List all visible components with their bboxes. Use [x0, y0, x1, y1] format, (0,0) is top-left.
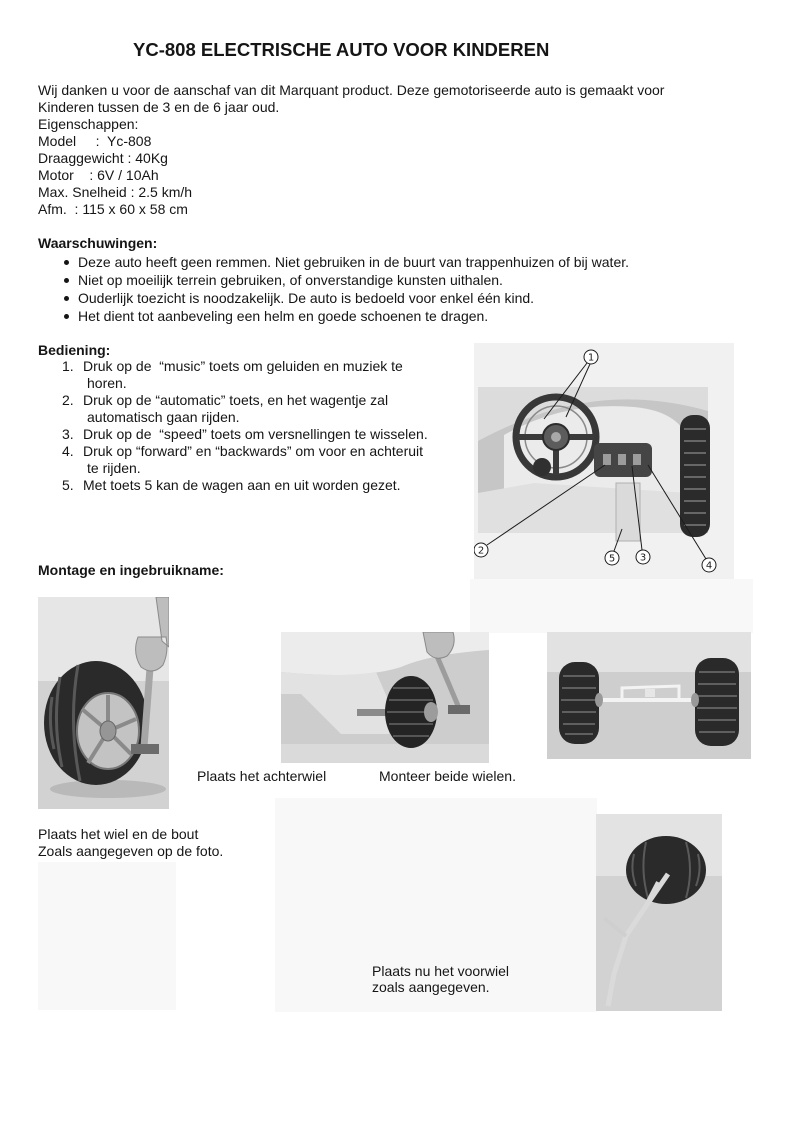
callout-4	[702, 558, 716, 572]
callout-3	[636, 550, 650, 564]
bullet-icon	[64, 296, 69, 301]
callout-5	[605, 551, 619, 565]
specs-heading: Eigenschappen:	[38, 116, 139, 132]
front-tire	[626, 836, 706, 904]
rear-wheel-photo	[281, 632, 489, 763]
operation-item-text: Druk op de “automatic” toets, en het wagentje zal	[83, 392, 389, 408]
list-number: 5.	[62, 477, 74, 493]
svg-text:2: 2	[477, 545, 485, 557]
scan-background	[470, 579, 753, 633]
bullet-icon	[64, 260, 69, 265]
svg-text:3: 3	[639, 552, 647, 564]
wheel-bolt-photo	[38, 597, 169, 809]
spec-speed: Max. Snelheid : 2.5 km/h	[38, 184, 193, 200]
caption-both-wheels: Monteer beide wielen.	[379, 768, 516, 784]
both-wheels-photo	[547, 632, 751, 759]
left-tire	[559, 662, 599, 744]
list-number: 1.	[62, 358, 74, 374]
dashboard-photo	[474, 343, 734, 579]
spec-model: Model : Yc-808	[38, 133, 152, 149]
svg-text:4: 4	[705, 560, 713, 572]
callout-2	[474, 543, 488, 557]
control-panel	[594, 443, 652, 477]
callout-1	[584, 350, 598, 364]
svg-text:5: 5	[608, 553, 616, 565]
warning-item: Het dient tot aanbeveling een helm en goede schoenen te dragen.	[78, 308, 489, 324]
warning-item: Deze auto heeft geen remmen. Niet gebruiken in de buurt van trappenhuizen of bij water.	[78, 254, 630, 270]
horn-knob	[533, 458, 551, 476]
list-number: 2.	[62, 392, 74, 408]
svg-text:1: 1	[587, 352, 595, 364]
assembly-heading: Montage en ingebruikname:	[38, 562, 224, 578]
warning-item: Ouderlijk toezicht is noodzakelijk. De auto is bedoeld voor enkel één kind.	[78, 290, 535, 306]
bullet-icon	[64, 314, 69, 319]
intro-line: Kinderen tussen de 3 en de 6 jaar oud.	[38, 99, 280, 115]
list-number: 4.	[62, 443, 74, 459]
right-tire	[695, 658, 739, 746]
page-title: YC-808 ELECTRISCHE AUTO VOOR KINDEREN	[133, 39, 550, 60]
scan-background	[38, 862, 176, 1010]
operation-item-text: horen.	[87, 375, 127, 391]
operation-item-text: automatisch gaan rijden.	[87, 409, 240, 425]
operation-heading: Bediening:	[38, 342, 111, 358]
operation-item-text: te rijden.	[87, 460, 141, 476]
caption-front-wheel: zoals aangegeven.	[372, 979, 490, 995]
warnings-heading: Waarschuwingen:	[38, 235, 158, 251]
front-wheel-photo	[596, 814, 722, 1011]
warning-item: Niet op moeilijk terrein gebruiken, of onverstandige kunsten uithalen.	[78, 272, 503, 288]
spec-dimensions: Afm. : 115 x 60 x 58 cm	[38, 201, 188, 217]
bullet-icon	[64, 278, 69, 283]
console-pillar	[616, 483, 640, 541]
spec-motor: Motor : 6V / 10Ah	[38, 167, 159, 183]
operation-item-text: Druk op de “music” toets om geluiden en muziek te	[83, 358, 403, 374]
spec-weight: Draaggewicht : 40Kg	[38, 150, 168, 166]
operation-item-text: Druk op de “speed” toets om versnellingen te wisselen.	[83, 426, 428, 442]
caption-wheel-bolt: Zoals aangegeven op de foto.	[38, 843, 224, 859]
front-tire	[680, 415, 710, 537]
list-number: 3.	[62, 426, 74, 442]
operation-item-text: Met toets 5 kan de wagen aan en uit worden gezet.	[83, 477, 401, 493]
caption-front-wheel: Plaats nu het voorwiel	[372, 963, 509, 979]
caption-wheel-bolt: Plaats het wiel en de bout	[38, 826, 199, 842]
rear-tire	[44, 661, 148, 785]
intro-line: Wij danken u voor de aanschaf van dit Marquant product. Deze gemotoriseerde auto is gemaakt voor	[38, 82, 665, 98]
caption-rear-wheel: Plaats het achterwiel	[197, 768, 327, 784]
operation-item-text: Druk op “forward” en “backwards” om voor en achteruit	[83, 443, 424, 459]
